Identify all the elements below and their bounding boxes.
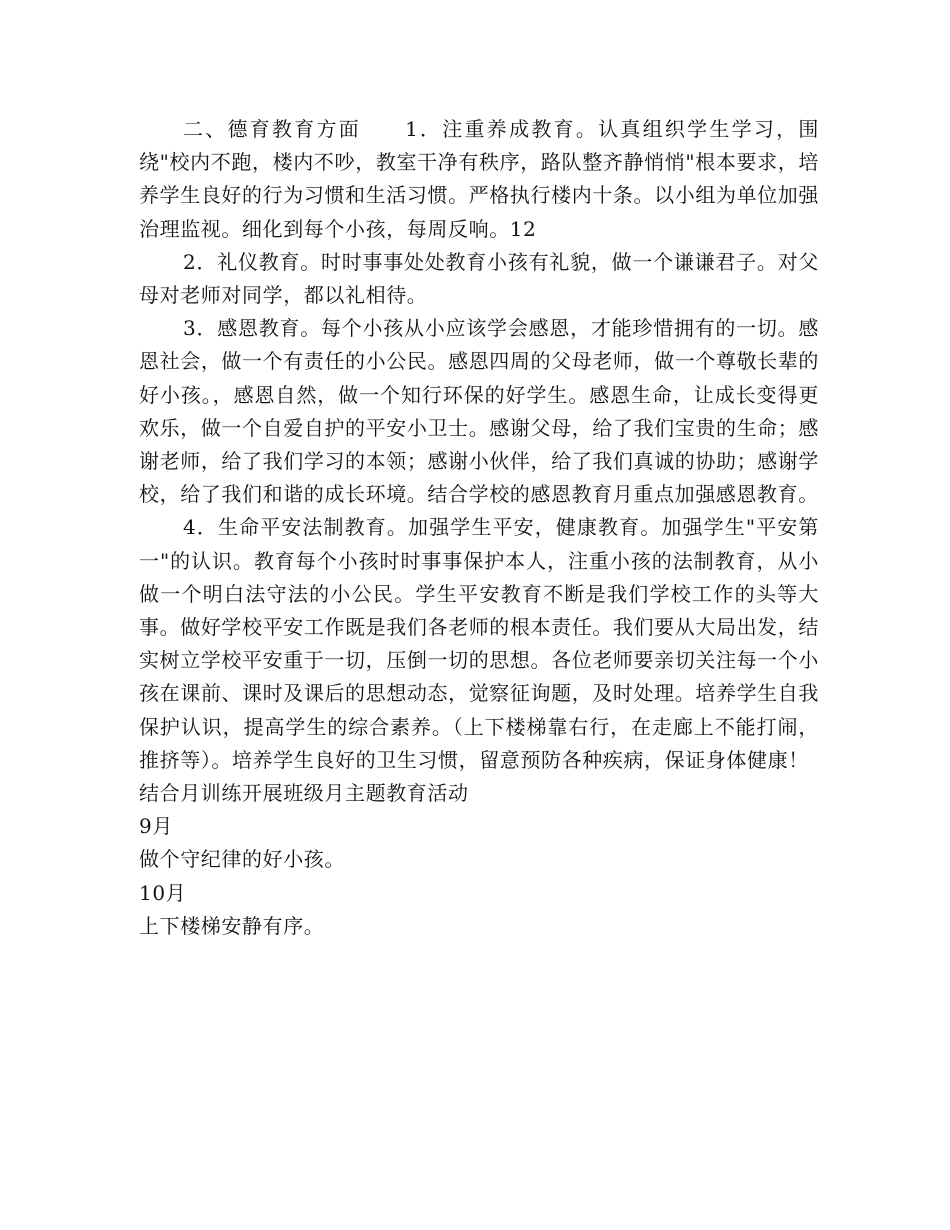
section-heading: 二、德育教育方面: [183, 117, 362, 141]
item-2-paragraph: 2．礼仪教育。时时事事处处教育小孩有礼貌，做一个谦谦君子。对父母对老师对同学，都以礼相待。: [139, 249, 819, 308]
document-body: [139, 113, 819, 943]
month-theme: 上下楼梯安静有序。: [139, 913, 325, 938]
month-label: 9月: [139, 814, 173, 839]
item-4-paragraph: 4．生命平安法制教育。加强学生平安，健康教育。加强学生"平安第一"的认识。教育每个小孩时时事事保护本人，注重小孩的法制教育，从小做一个明白法守法的小公民。学生平安教育不断是我们学校工作的头等大事。做好学校平安工作既是我们各老师的根本责任。我们要从大局出发，结实树立学校平安重于一切，压倒一切的思想。各位老师要亲切关注每一个小孩在课前、课时及课后的思想动态，觉察征询题，及时处理。培养学生自我保护认识，提高学生的综合素养。（上下楼梯靠右行，在走廊上不能打闹，推挤等）。培养学生良好的卫生习惯，留意预防各种疾病，保证身体健康！: [139, 515, 819, 772]
monthly-intro: 结合月训练开展班级月主题教育活动: [139, 781, 469, 806]
section-1-paragraph: [139, 113, 819, 246]
item-1-text: 1．注重养成教育。认真组织学生学习，围绕"校内不跑，楼内不吵，教室干净有秩序，路队整齐静悄悄"根本要求，培养学生良好的行为习惯和生活习惯。严格执行楼内十条。以小组为单位加强治理监视。细化到每个小孩，每周反响。12: [139, 117, 819, 241]
item-3-paragraph: 3．感恩教育。每个小孩从小应该学会感恩，才能珍惜拥有的一切。感恩社会，做一个有责任的小公民。感恩四周的父母老师，做一个尊敬长辈的好小孩。，感恩自然，做一个知行环保的好学生。感恩生命，让成长变得更欢乐，做一个自爱自护的平安小卫士。感谢父母，给了我们宝贵的生命；感谢老师，给了我们学习的本领；感谢小伙伴，给了我们真诚的协助；感谢学校，给了我们和谐的成长环境。结合学校的感恩教育月重点加强感恩教育。: [139, 316, 819, 507]
month-theme: 做个守纪律的好小孩。: [139, 847, 345, 872]
month-label: 10月: [139, 880, 187, 905]
